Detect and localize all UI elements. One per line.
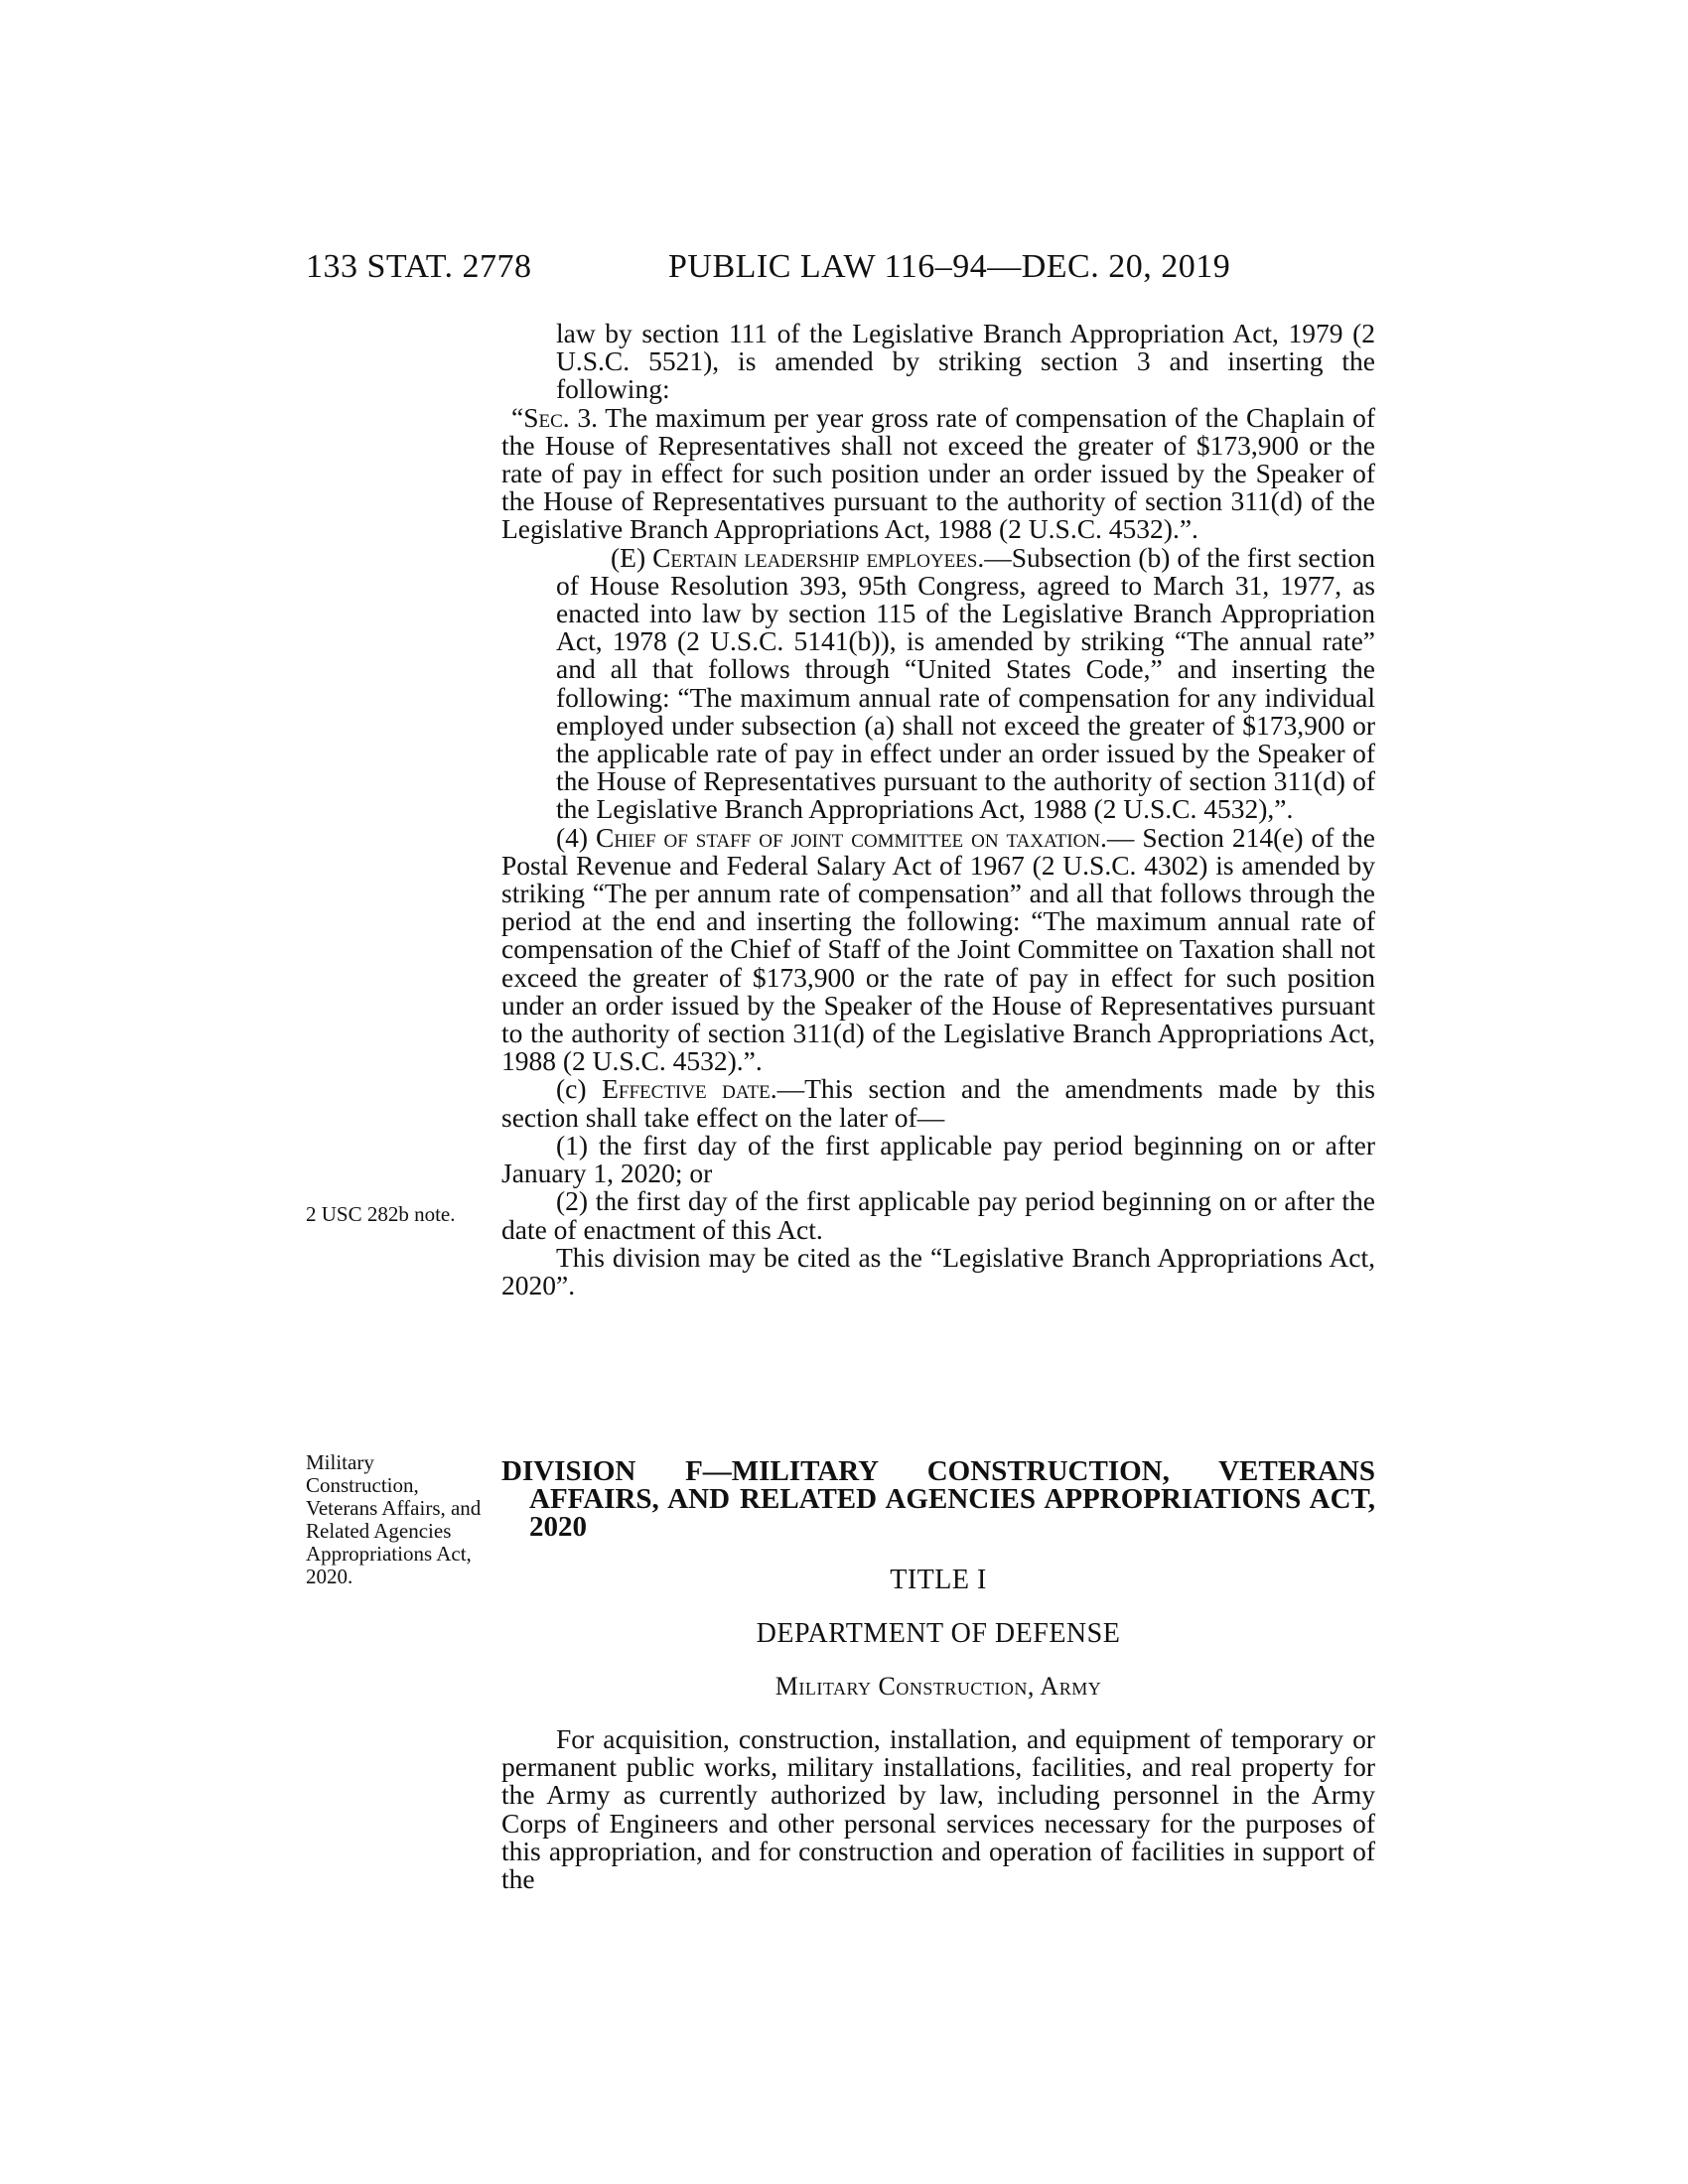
statute-page-number: 133 STAT. 2778 <box>306 248 532 285</box>
paragraph-short-title: This division may be cited as the “Legislative Branch Appropriations Act, 2020”. <box>501 1241 1375 1300</box>
margin-note-division: Military Construction, Veterans Affairs, and Related Agencies Appropriations Act, 2020. <box>306 1450 482 1588</box>
page-header <box>0 248 1688 288</box>
margin-note-usc: 2 USC 282b note. <box>306 1202 456 1226</box>
paragraph-chief-of-staff: (4) Chief of staff of joint committee on taxation.— Section 214(e) of the Postal Revenue and Federal Salary Act of 1967 (2 U.S.C. 4302) is amended by striking “The per annum rate of compensation” and all that follows through the period at the end and inserting the following: “The maximum annual rate of compensation of the Chief of Staff of the Joint Committee on Taxation shall not exceed the greater of $173,900 or the rate of pay in effect for such position under an order issued by the Speaker of the House of Representatives pursuant to the authority of section 311(d) of the Legislative Branch Appropriations Act, 1988 (2 U.S.C. 4532).”. <box>501 821 1376 1077</box>
paragraph-effective-date-2: (2) the first day of the first applicable pay period beginning on or after the date of enactment of this Act. <box>501 1185 1375 1245</box>
public-law-title: PUBLIC LAW 116–94—DEC. 20, 2019 <box>668 248 1231 285</box>
main-text-column <box>501 320 1375 1299</box>
division-heading: DIVISION F—MILITARY CONSTRUCTION, VETERANS AFFAIRS, AND RELATED AGENCIES APPROPRIATIONS ACT, 2020 <box>501 1455 1375 1543</box>
paragraph-chaplain-amendment: law by section 111 of the Legislative Branch Appropriation Act, 1979 (2 U.S.C. 5521), is amended by striking section 3 and inserting the following: <box>556 318 1375 405</box>
paragraph-effective-date: (c) Effective date.—This section and the amendments made by this section shall take effect on the later of— <box>501 1073 1375 1133</box>
title-heading: TITLE I <box>890 1565 987 1595</box>
army-construction-paragraph <box>501 1725 1375 1893</box>
subheading-military-construction-army: Military Construction, Army <box>774 1672 1102 1701</box>
paragraph-sec-3: “Sec. 3. The maximum per year gross rate of compensation of the Chaplain of the House of Representatives shall not exceed the greater of $173,900 or the rate of pay in effect for such position under an order issued by the Speaker of the House of Representatives pursuant to the authority of section 311(d) of the Legislative Branch Appropriations Act, 1988 (2 U.S.C. 4532).”. <box>501 401 1375 545</box>
army-construction-text: For acquisition, construction, installation, and equipment of temporary or permanent public works, military installations, facilities, and real property for the Army as currently authorized by law, including personnel in the Army Corps of Engineers and other personal services necessary for the purposes of this appropriation, and for construction and operation of facilities in support of the <box>501 1723 1375 1895</box>
paragraph-effective-date-1: (1) the first day of the first applicable pay period beginning on or after January 1, 2020; or <box>501 1129 1375 1189</box>
paragraph-leadership-employees: (E) Certain leadership employees.—Subsection (b) of the first section of House Resolution 393, 95th Congress, agreed to March 31, 1977, as enacted into law by section 115 of the Legislative Branch Appropriation Act, 1978 (2 U.S.C. 5141(b)), is amended by striking “The annual rate” and all that follows through “United States Code,” and inserting the following: “The maximum annual rate of compensation for any individual employed under subsection (a) shall not exceed the greater of $173,900 or the applicable rate of pay in effect under an order issued by the Speaker of the House of Representatives pursuant to the authority of section 311(d) of the Legislative Branch Appropriations Act, 1988 (2 U.S.C. 4532),”. <box>556 541 1375 825</box>
department-heading: DEPARTMENT OF DEFENSE <box>756 1618 1121 1649</box>
